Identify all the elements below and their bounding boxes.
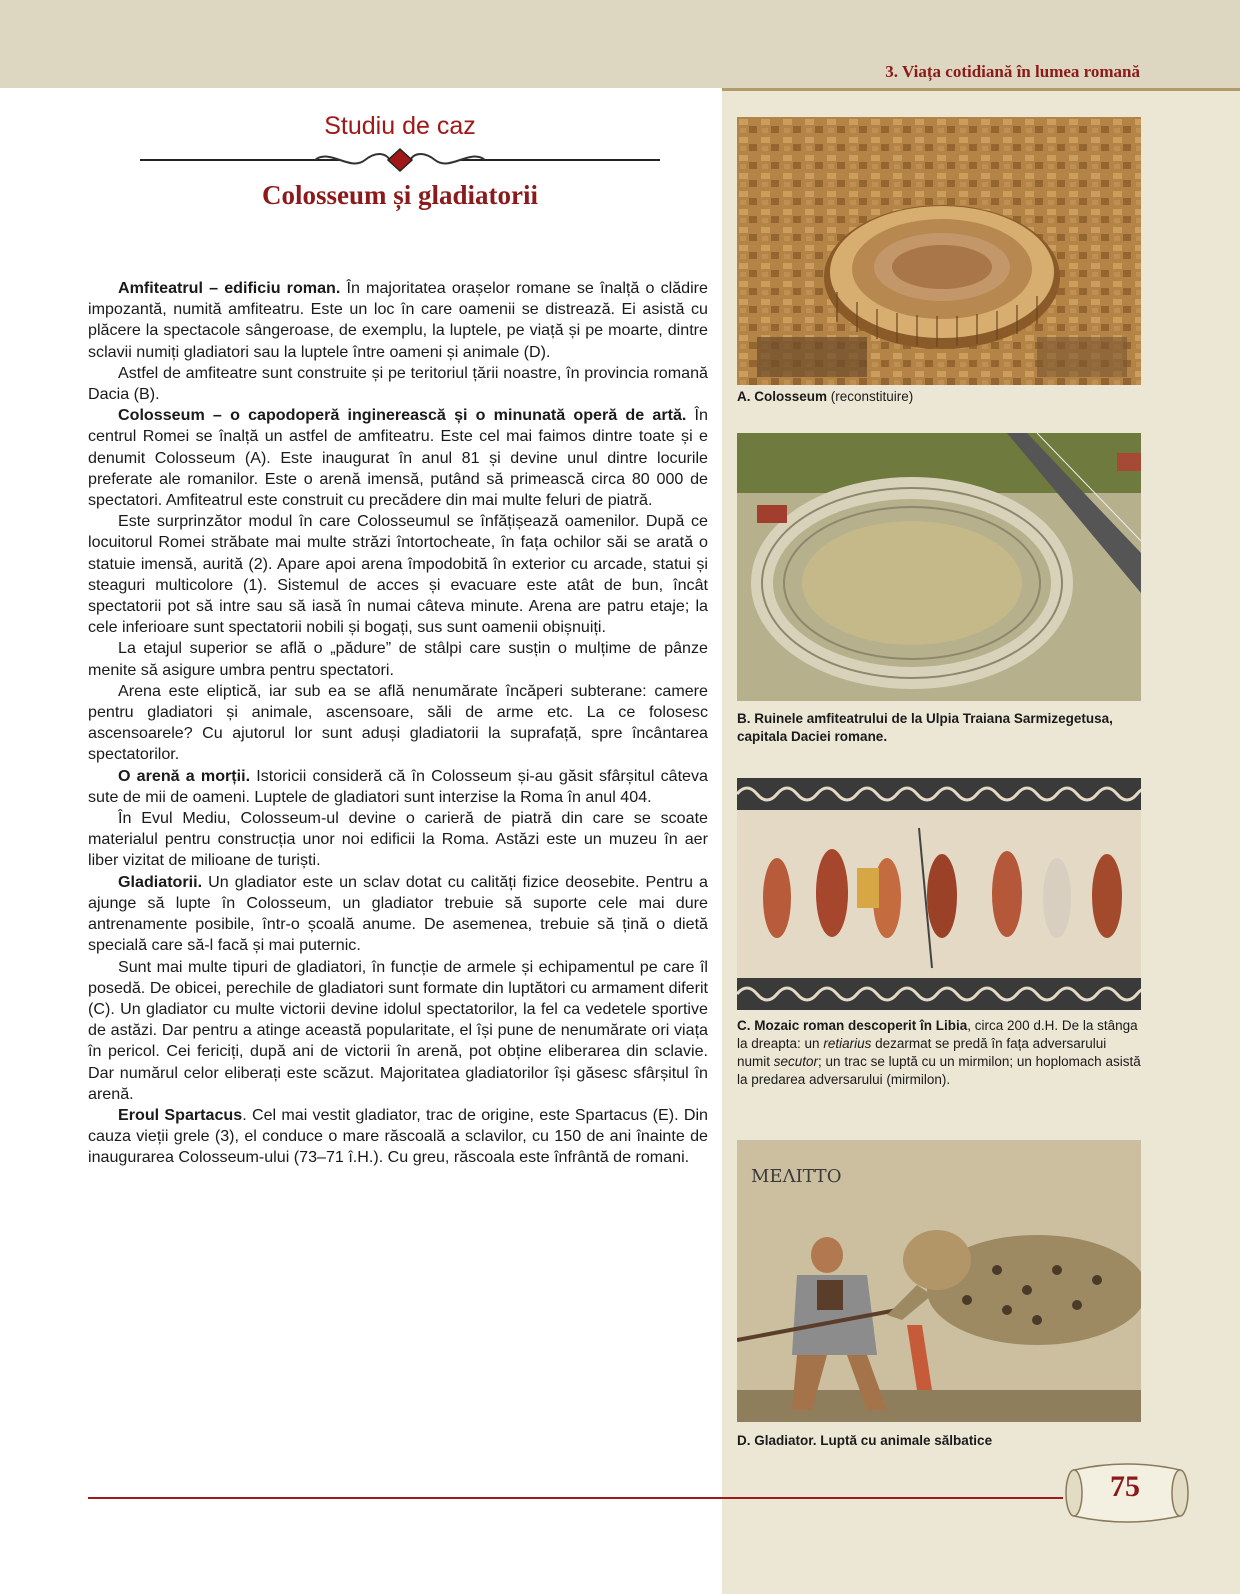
figure-d-gladiator-image — [737, 1140, 1141, 1422]
paragraph: Este surprinzător modul în care Colosseumul se înfățișează oamenilor. După ce locuitorul Romei străbate mai multe străzi întortocheate, în fața ochilor săi se arată o statuie imensă, aurită (2). Apare apoi arena împodobită în exterior cu arcade, statui și steaguri multicolore (1). Sistemul de acces și evacuare este atât de bun, încât spectatorii pot să intre sau să iasă în numai câteva minute. Arena are patru etaje; la cele inferioare sunt spectatorii nobili și bogați, sus sunt oamenii obișnuiți. — [88, 512, 708, 637]
figure-a-caption: A. Colosseum (reconstituire) — [737, 389, 914, 404]
footer-rule — [88, 1497, 1063, 1499]
case-study-label: Studiu de caz — [324, 112, 476, 140]
paragraph: În Evul Mediu, Colosseum-ul devine o carieră de piatră din care se scoate materialul pentru construcția unor noi edificii la Roma. Astăzi este un muzeu în aer liber vizitat de milioane de turiști. — [88, 809, 708, 870]
case-study-title: Colosseum și gladiatorii — [261, 180, 538, 210]
paragraph: Eroul Spartacus. Cel mai vestit gladiator, trac de origine, este Spartacus (E). Din cauza vieții grele (3), el conduce o mare răscoală a sclavilor, cu 150 de ani înainte de inaugurarea Colosseum-ului (73–71 î.H.). Cu greu, răscoala este înfrântă de romani. — [88, 1105, 708, 1167]
paragraph: Astfel de amfiteatre sunt construite și pe teritoriul țării noastre, în provincia romană Dacia (B). — [88, 363, 708, 404]
figure-c-mosaic-image — [737, 778, 1141, 1010]
ornament-divider — [140, 145, 660, 175]
paragraph: Sunt mai multe tipuri de gladiatori, în funcție de armele și echipamentul pe care îl posedă. De obicei, perechile de gladiatori sunt formate din luptători cu armament diferit (C). Un gladiator cu multe victorii devine idolul spectatorilor, la fel ca vedetele sportive de astăzi. Dar pentru a atinge această popularitate, el își pune de nenumărate ori viața în pericol. Cei fericiți, după ani de victorii în arenă, pot obține eliberarea din sclavie. Dar numărul celor eliberați este scăzut. Majoritatea gladiatorilor își găsesc sfârșitul în arenă. — [88, 957, 708, 1103]
paragraph: O arenă a morții. Istoricii consideră că în Colosseum și-au găsit sfârșitul câteva sute de mii de oameni. Luptele de gladiatori sunt interzise la Roma în anul 404. — [88, 766, 708, 806]
figure-b-caption: B. Ruinele amfiteatrului de la Ulpia Traiana Sarmizegetusa, capitala Daciei romane. — [737, 711, 1113, 744]
chapter-title: 3. Viața cotidiană în lumea romană — [885, 62, 1140, 81]
paragraph: Arena este eliptică, iar sub ea se află nenumărate încăperi subterane: camere pentru gladiatori și animale, ascensoare, săli de arme etc. La ce folosesc ascensoarele? Cu ajutorul lor sunt aduși gladiatorii la suprafață, spre încântarea spectatorilor. — [88, 681, 708, 764]
page-number: 75 — [1110, 1470, 1140, 1503]
mosaic-inscription: ΜΕΛΙΤΤΟ — [751, 1166, 842, 1187]
paragraph: Amfiteatrul – edificiu roman. În majoritatea orașelor romane se înalță o clădire impozantă, numită amfiteatru. Este un loc în care oamenii se distrează. Ei asistă cu plăcere la spectacole sângeroase, de exemplu, la luptele, pe viață și pe moarte, dintre sclavii numiți gladiatori sau la luptele între oameni și animale (D). — [88, 279, 708, 361]
paragraph: Colosseum – o capodoperă inginerească și o minunată operă de artă. În centrul Romei se înalță un astfel de amfiteatru. Este cel mai faimos dintre toate și e denumit Colosseum (A). Este inaugurat în anul 81 și devine unul dintre locurile preferate ale romanilor. Este o arenă imensă, putând să primească circa 80 000 de spectatori. Amfiteatrul este construit cu precădere din mai multe feluri de piatră. — [88, 406, 708, 510]
article-body — [88, 278, 708, 1169]
paragraph: Gladiatorii. Un gladiator este un sclav dotat cu calități fizice deosebite. Pentru a ajunge să lupte în Colosseum, un gladiator trebuie să suporte cele mai dure antrenamente posibile, într-o școală anume. De asemenea, trebuie să țină o dietă specială care să-l facă și mai puternic. — [88, 872, 708, 955]
figure-a-colosseum-image — [737, 117, 1141, 385]
paragraph: La etajul superior se află o „pădure” de stâlpi care susțin o mulțime de pânze menite să asigure umbra pentru spectatori. — [88, 639, 708, 679]
chapter-underline — [722, 88, 1240, 91]
figure-d-caption: D. Gladiator. Luptă cu animale sălbatice — [737, 1433, 993, 1448]
figure-b-ruins-image — [737, 433, 1141, 701]
figure-c-caption: C. Mozaic roman descoperit în Libia, circa 200 d.H. De la stânga la dreapta: un retiarius dezarmat se predă în fața adversarului numit secutor; un trac se luptă cu un mirmilon; un hoplomach asistă la predarea adversarului (mirmilon). — [737, 1018, 1141, 1087]
